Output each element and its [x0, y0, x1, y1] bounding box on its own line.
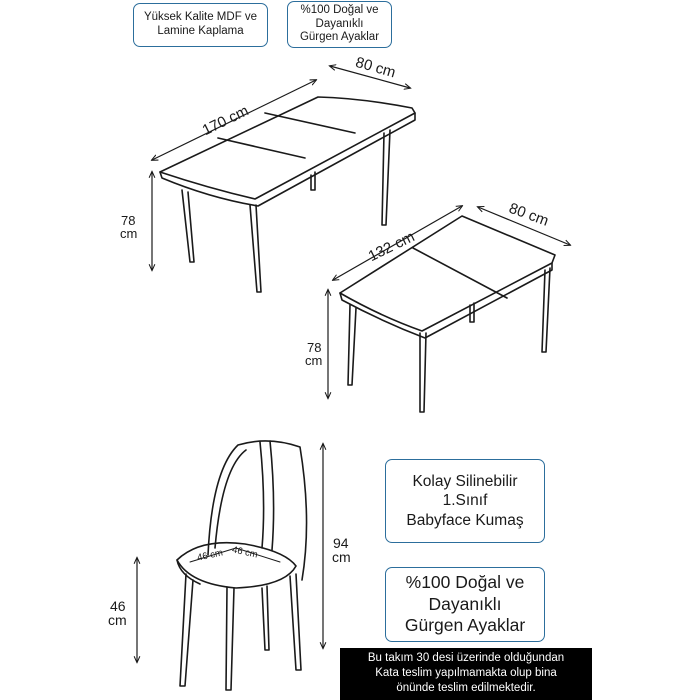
label-extended-height-value: 78 — [121, 213, 136, 228]
closed-table-leg-back-right — [542, 268, 550, 352]
feature-legs-top-line-1: %100 Doğal ve — [300, 3, 379, 16]
feature-legs-line-1: %100 Doğal ve — [405, 572, 525, 593]
feature-fabric-line-2: 1.Sınıf — [442, 492, 488, 510]
label-chair-seat-height-unit: cm — [108, 612, 127, 628]
extended-table-leg-front-left — [182, 190, 194, 262]
feature-fabric-line-1: Kolay Silinebilir — [412, 472, 518, 490]
feature-fabric-line-3: Babyface Kumaş — [406, 511, 524, 529]
label-chair-seat-depth: 46 cm — [196, 547, 224, 564]
chair-backrest-outer — [215, 450, 246, 548]
chair-backrest-seam — [260, 442, 264, 548]
label-extended-length: 170 cm — [199, 102, 252, 140]
closed-table-leg-front-left — [348, 305, 356, 385]
closed-table-split — [413, 248, 507, 298]
feature-mdf-line-1: Yüksek Kalite MDF ve — [143, 11, 258, 24]
chair-leg-back-2 — [262, 586, 269, 650]
label-chair-total-height-value: 94 — [333, 535, 349, 551]
extended-table-leg-front-right — [250, 205, 261, 292]
label-closed-length: 132 cm — [365, 228, 418, 266]
chair-seat-edge — [177, 560, 200, 584]
notice-line-2: Kata teslim yapılmamakta olup bina — [375, 666, 557, 679]
feature-mdf-line-2: Lamine Kaplama — [157, 25, 244, 37]
chair-leg-front-left — [180, 574, 193, 686]
notice-line-1: Bu takım 30 desi üzerinde olduğundan — [367, 652, 565, 664]
extended-table-top — [160, 97, 415, 199]
chair-leg-front-right — [226, 587, 234, 690]
extended-table-leg-back-right — [382, 130, 390, 225]
feature-legs-top-line-3: Gürgen Ayaklar — [299, 31, 380, 44]
label-closed-height-unit: cm — [305, 353, 323, 368]
notice-line-3: önünde teslim edilmektedir. — [396, 681, 536, 694]
chair-drawing — [177, 441, 307, 690]
chair-backrest — [208, 441, 307, 580]
closed-table-edge — [340, 263, 552, 338]
closed-table-drawing — [340, 216, 555, 412]
closed-table-top — [340, 216, 555, 331]
label-chair-seat-width: 46 cm — [231, 544, 259, 561]
label-extended-width: 80 cm — [353, 53, 398, 82]
extended-table-split — [218, 138, 305, 158]
extended-table-leg-back-mid — [311, 172, 315, 190]
label-chair-total-height-unit: cm — [332, 549, 351, 565]
label-closed-height-value: 78 — [307, 340, 322, 355]
delivery-notice — [340, 648, 592, 700]
feature-legs-line-3: Gürgen Ayaklar — [404, 615, 526, 636]
chair-backrest-seam-2 — [270, 441, 274, 550]
extended-table-edge — [160, 113, 415, 206]
closed-table-leg-front-right — [420, 333, 426, 412]
label-closed-width: 80 cm — [506, 199, 551, 230]
label-chair-seat-height-value: 46 — [110, 598, 126, 614]
label-extended-height-unit: cm — [120, 226, 138, 241]
chair-leg-back — [290, 574, 301, 670]
feature-legs-line-2: Dayanıklı — [428, 593, 502, 614]
extended-table-split-2 — [265, 113, 355, 133]
feature-legs-top-line-2: Dayanıklı — [315, 17, 364, 30]
